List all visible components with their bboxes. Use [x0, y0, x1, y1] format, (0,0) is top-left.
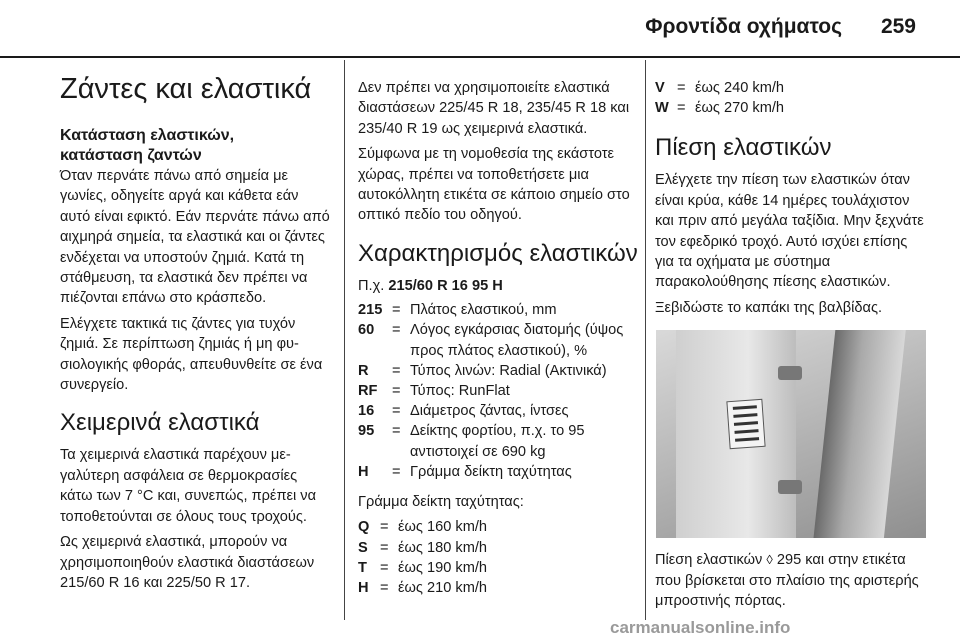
def-eq: = — [392, 322, 401, 339]
def-eq: = — [392, 383, 401, 400]
def-value: Τύπος: RunFlat — [410, 383, 510, 400]
caption-prefix: Πίεση ελαστικών — [655, 552, 767, 569]
paragraph: Ελέγχετε την πίεση των ελαστικών όταν είναι κρύα, κάθε 14 ημέρες τουλάχιστον και πριν από μεγάλα ταξίδια. Μην ξεχνάτε τον εφεδρικό τροχό. Αυτό ισχύει επίσης για τα οχήματα με σύστημα παρακολούθησης πίεσης ελαστικών. — [655, 172, 924, 291]
heading-tyre-designations: Χαρακτηρισμός ελαστικών — [358, 239, 638, 267]
speed-value: έως 240 km/h — [695, 80, 785, 96]
def-eq: = — [392, 403, 401, 420]
heading-tyre-pressure: Πίεση ελαστικών — [655, 134, 832, 162]
speed-key: W — [655, 100, 669, 117]
speed-intro: Γράμμα δείκτη ταχύτητας: — [358, 494, 524, 511]
list-item — [358, 517, 638, 537]
section-title: Φροντίδα οχήματος — [645, 15, 842, 38]
def-key: R — [358, 362, 369, 379]
def-value: Διάμετρος ζάντας, ίντσες — [410, 403, 569, 420]
paragraph: Τα χειμερινά ελαστικά παρέχουν μεγαλύτερη ασφάλεια σε θερμοκρασίες κάτω των 7 °C και, συνεπώς, πρέπει να τοποθετούνται σε όλους τους τροχούς. — [60, 447, 317, 525]
list-item — [358, 401, 638, 421]
example-prefix: Π.χ. — [358, 277, 389, 294]
list-item — [358, 421, 638, 461]
page-header — [0, 0, 960, 60]
watermark: carmanualsonline.info — [610, 618, 791, 637]
list-item — [655, 98, 927, 118]
list-item — [358, 300, 638, 320]
example-code: 215/60 R 16 95 H — [388, 277, 503, 294]
paragraph: Ελέγχετε τακτικά τις ζάντες για τυχόν ζημιά. Σε περίπτωση ζημιάς ή μη φυσιολογικής φθοράς, απευθυνθείτε σε ένα συνεργείο. — [60, 315, 323, 394]
speed-eq: = — [677, 100, 686, 117]
column-3 — [655, 78, 927, 616]
header-rule — [0, 56, 960, 58]
page-number: 259 — [880, 15, 916, 38]
speed-key: H — [358, 580, 369, 597]
def-key: RF — [358, 383, 378, 400]
subheading-condition-2: κατάσταση ζαντών — [60, 147, 202, 164]
door-frame-photo — [656, 330, 926, 538]
paragraph: Ως χειμερινά ελαστικά, μπορούν να χρησιμοποιηθούν ελαστικά διαστάσεων 215/60 R 16 και 225/50 R 17. — [60, 534, 315, 591]
speed-eq: = — [380, 580, 389, 597]
speed-list-continued — [655, 78, 927, 118]
speed-value: έως 190 km/h — [398, 559, 488, 576]
speed-value: έως 270 km/h — [695, 100, 785, 117]
speed-key: S — [358, 539, 368, 556]
def-key: 16 — [358, 403, 375, 420]
speed-eq: = — [380, 559, 389, 576]
paragraph: Δεν πρέπει να χρησιμοποιείτε ελαστικά διαστάσεων 225/45 R 18, 235/45 R 18 και 235/40 R 19 ως χειμερινά ελαστικά. — [358, 80, 630, 137]
list-item — [358, 320, 638, 360]
speed-value: έως 160 km/h — [398, 519, 488, 536]
door-hinge — [778, 366, 802, 380]
def-key: H — [358, 463, 369, 480]
def-value: Δείκτης φορτίου, π.χ. το 95 αντιστοιχεί σε 690 kg — [410, 423, 585, 460]
def-key: 60 — [358, 322, 375, 339]
def-eq: = — [392, 463, 401, 480]
column-divider — [344, 60, 345, 620]
list-item — [358, 462, 638, 482]
photo-caption — [655, 550, 927, 611]
list-item — [358, 558, 638, 578]
heading-winter-tyres: Χειμερινά ελαστικά — [60, 409, 260, 437]
def-value: Πλάτος ελαστικού, mm — [410, 302, 557, 319]
designation-list — [358, 300, 638, 482]
def-value: Τύπος λινών: Radial (Ακτινικά) — [410, 362, 607, 379]
column-2 — [358, 78, 638, 598]
speed-value: έως 210 km/h — [398, 580, 488, 597]
column-divider — [645, 60, 646, 620]
speed-key: Q — [358, 519, 370, 536]
door-hinge — [778, 480, 802, 494]
tyre-pressure-label — [726, 399, 765, 449]
def-eq: = — [392, 423, 401, 440]
list-item — [358, 578, 638, 598]
def-value: Γράμμα δείκτη ταχύτητας — [410, 463, 572, 480]
list-item — [358, 361, 638, 381]
list-item — [358, 538, 638, 558]
speed-eq: = — [380, 539, 389, 556]
def-value: Λόγος εγκάρσιας διατομής (ύψος προς πλάτος ελαστικού), % — [410, 322, 624, 359]
list-item — [358, 381, 638, 401]
paragraph: Σύμφωνα με τη νομοθεσία της εκάστοτε χώρας, πρέπει να τοποθετήσετε μια αυτοκόλλητη ετικέτα σε κάποιο σημείο στο οπτικό πεδίο του οδηγού. — [358, 146, 630, 224]
def-eq: = — [392, 302, 401, 319]
def-key: 215 — [358, 302, 383, 319]
speed-key: T — [358, 559, 367, 576]
def-key: 95 — [358, 423, 375, 440]
speed-eq: = — [380, 519, 389, 536]
def-eq: = — [392, 362, 401, 379]
heading-wheels-tyres: Ζάντες και ελαστικά — [60, 73, 312, 105]
subheading-condition-1: Κατάσταση ελαστικών, — [60, 127, 235, 144]
caption-rest: 295 και στην ετικέτα που βρίσκεται στο πλαίσιο της αριστερής μπροστινής πόρτας. — [655, 552, 919, 610]
speed-key: V — [655, 80, 665, 96]
speed-list — [358, 517, 638, 598]
list-item — [655, 78, 927, 98]
cross-reference-icon: ◊ — [766, 552, 773, 568]
speed-value: έως 180 km/h — [398, 539, 488, 556]
example-line — [358, 276, 638, 296]
column-1 — [60, 72, 330, 598]
paragraph: Ξεβιδώστε το καπάκι της βαλβίδας. — [655, 299, 883, 316]
paragraph: Όταν περνάτε πάνω από σημεία με γωνίες, οδηγείτε αργά και κάθετα εάν αυτό είναι εφικτό. Εάν περνάτε πάνω από αιχμηρά σημεία, τα ελαστικά και οι ζάντες ενδέχεται να υποστούν ζημιά. Κατά τη στάθμευση, τα ελαστικά δεν πρέπει να πιέζονται επάνω στο κράσπεδο. — [60, 168, 330, 307]
speed-eq: = — [677, 80, 686, 96]
door-edge — [812, 330, 907, 538]
